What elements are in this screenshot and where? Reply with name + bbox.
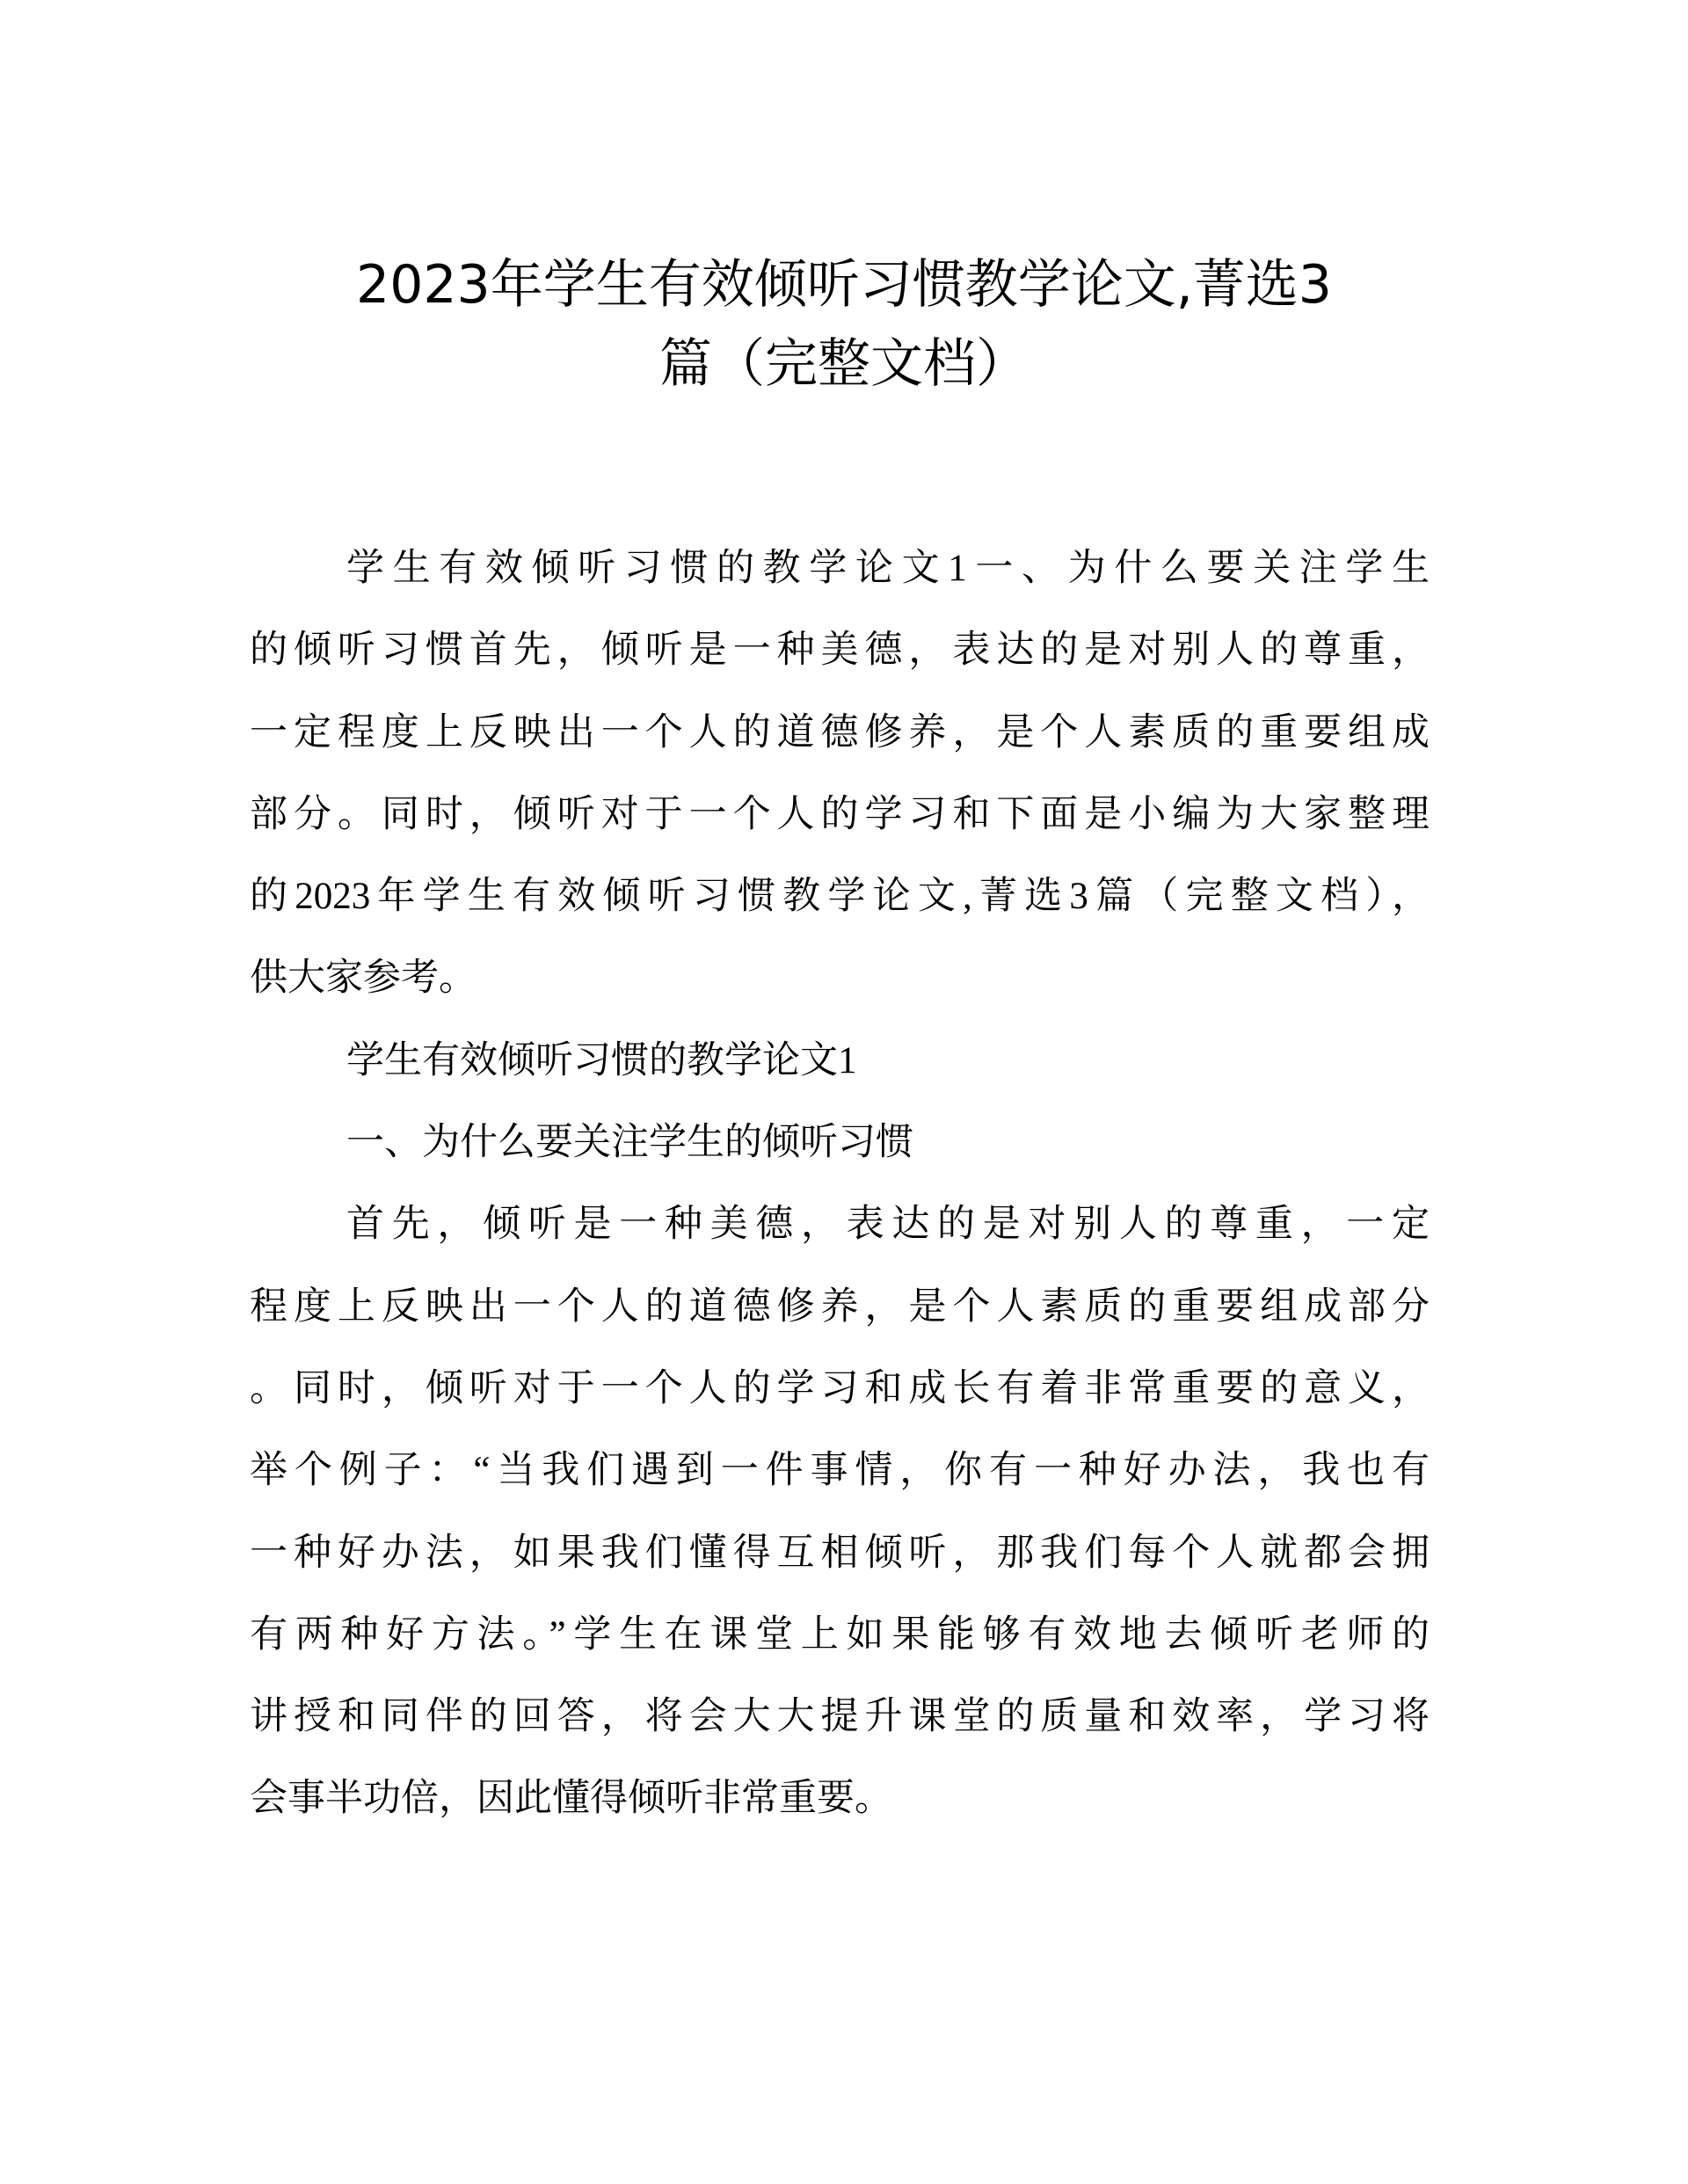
text-line: 。同时，倾听对于一个人的学习和成长有着非常重要的意义， xyxy=(250,1367,1430,1409)
text-line: 部分。同时，倾听对于一个人的学习和下面是小编为大家整理 xyxy=(250,793,1430,835)
text-line: 一定程度上反映出一个人的道德修养，是个人素质的重要组成 xyxy=(250,711,1430,753)
text-line: 学生有效倾听习惯的教学论文1 xyxy=(346,1039,857,1081)
text-line: 举个例子：“当我们遇到一件事情，你有一种好办法，我也有 xyxy=(250,1450,1430,1492)
text-line: 讲授和同伴的回答，将会大大提升课堂的质量和效率，学习将 xyxy=(250,1696,1430,1738)
text-line: 的2023年学生有效倾听习惯教学论文,菁选3篇（完整文档）， xyxy=(250,876,1430,918)
document-title xyxy=(0,245,1688,404)
text-line: 会事半功倍，因此懂得倾听非常重要。 xyxy=(250,1778,892,1820)
paragraph-body xyxy=(250,1183,1430,1839)
paragraph-intro xyxy=(250,528,1430,1020)
text-line: 学生有效倾听习惯的教学论文1一、为什么要关注学生 xyxy=(346,548,1430,589)
text-line: 一种好办法，如果我们懂得互相倾听，那我们每个人就都会拥 xyxy=(250,1532,1430,1574)
text-line: 首先，倾听是一种美德，表达的是对别人的尊重，一定 xyxy=(346,1204,1430,1246)
text-line: 有两种好方法。”学生在课堂上如果能够有效地去倾听老师的 xyxy=(250,1613,1430,1656)
title-line-2: 篇（完整文档） xyxy=(659,333,1029,395)
document-body xyxy=(250,528,1430,1840)
title-line-1: 2023年学生有效倾听习惯教学论文,菁选3 xyxy=(356,254,1332,316)
text-line: 供大家参考。 xyxy=(250,957,477,1000)
section-heading xyxy=(250,1020,1430,1102)
text-line: 程度上反映出一个人的道德修养，是个人素质的重要组成部分 xyxy=(250,1285,1430,1328)
subsection-heading xyxy=(250,1102,1430,1183)
text-line: 一、为什么要关注学生的倾听习惯 xyxy=(346,1122,913,1164)
text-line: 的倾听习惯首先，倾听是一种美德，表达的是对别人的尊重， xyxy=(250,630,1430,672)
